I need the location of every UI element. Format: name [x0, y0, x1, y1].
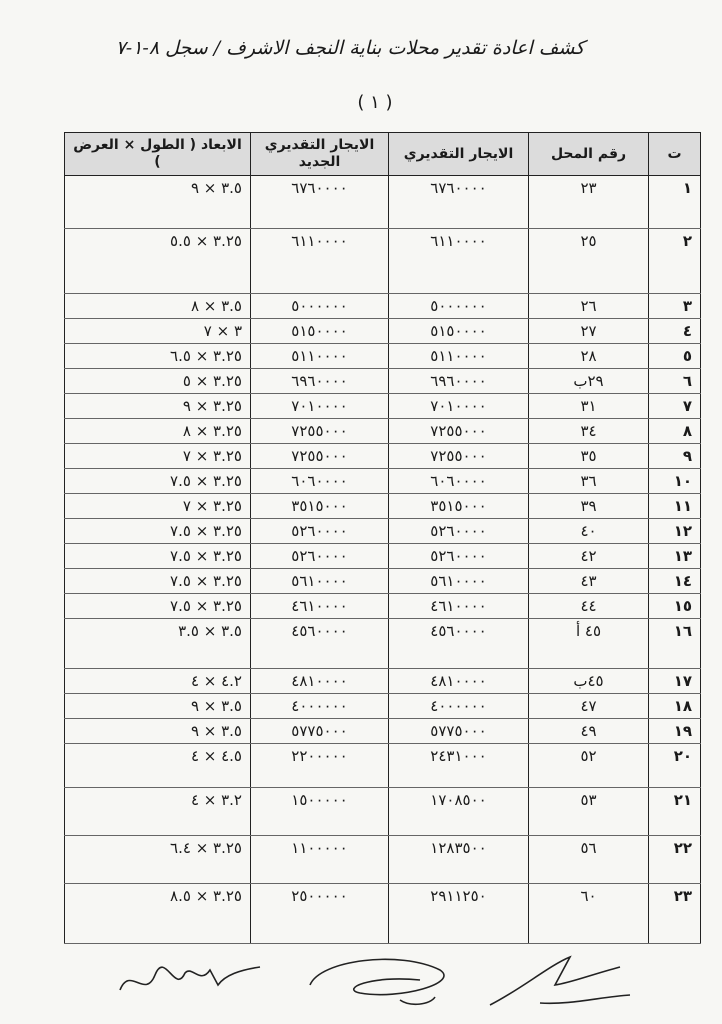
- row-new-estimated-rent: ٥١١٠٠٠٠: [251, 344, 389, 369]
- row-estimated-rent: ٥١١٠٠٠٠: [389, 344, 529, 369]
- row-estimated-rent: ٤٥٦٠٠٠٠: [389, 619, 529, 669]
- table-row: [65, 229, 701, 294]
- table-row: [65, 494, 701, 519]
- row-index: ٨: [649, 419, 701, 444]
- row-index: ٢٢: [649, 836, 701, 884]
- table-row: [65, 519, 701, 544]
- row-index: ١٥: [649, 594, 701, 619]
- row-shop-number: ٤٤: [529, 594, 649, 619]
- row-estimated-rent: ٦٧٦٠٠٠٠: [389, 176, 529, 229]
- row-estimated-rent: ٤٠٠٠٠٠٠: [389, 694, 529, 719]
- row-estimated-rent: ٥٢٦٠٠٠٠: [389, 519, 529, 544]
- table-row: [65, 469, 701, 494]
- row-estimated-rent: ٦٩٦٠٠٠٠: [389, 369, 529, 394]
- row-new-estimated-rent: ٢٥٠٠٠٠٠: [251, 884, 389, 944]
- row-index: ٣: [649, 294, 701, 319]
- row-new-estimated-rent: ٥٢٦٠٠٠٠: [251, 519, 389, 544]
- row-new-estimated-rent: ٢٢٠٠٠٠٠: [251, 744, 389, 788]
- row-index: ١٦: [649, 619, 701, 669]
- page-number: ( ١ ): [357, 92, 393, 113]
- row-index: ١٤: [649, 569, 701, 594]
- row-index: ١٣: [649, 544, 701, 569]
- row-new-estimated-rent: ٦٧٦٠٠٠٠: [251, 176, 389, 229]
- row-shop-number: ٣٤: [529, 419, 649, 444]
- row-dimensions: ٣.٢٥ × ٧.٥: [65, 594, 251, 619]
- row-shop-number: ٣٩: [529, 494, 649, 519]
- row-new-estimated-rent: ٦١١٠٠٠٠: [251, 229, 389, 294]
- row-dimensions: ٣.٢٥ × ٧.٥: [65, 519, 251, 544]
- row-dimensions: ٣.٢٥ × ٧.٥: [65, 569, 251, 594]
- row-dimensions: ٣.٢ × ٤: [65, 788, 251, 836]
- row-index: ٧: [649, 394, 701, 419]
- row-shop-number: ٤٥ أ: [529, 619, 649, 669]
- table-row: [65, 544, 701, 569]
- row-shop-number: ٤٠: [529, 519, 649, 544]
- row-dimensions: ٣.٢٥ × ٧.٥: [65, 544, 251, 569]
- row-dimensions: ٣.٢٥ × ٨.٥: [65, 884, 251, 944]
- row-dimensions: ٣.٢٥ × ٩: [65, 394, 251, 419]
- row-estimated-rent: ٥٠٠٠٠٠٠: [389, 294, 529, 319]
- row-index: ٦: [649, 369, 701, 394]
- row-dimensions: ٣.٢٥ × ٥: [65, 369, 251, 394]
- table-header-row: [65, 133, 701, 176]
- row-shop-number: ٢٦: [529, 294, 649, 319]
- row-estimated-rent: ٧٠١٠٠٠٠: [389, 394, 529, 419]
- row-shop-number: ٤٢: [529, 544, 649, 569]
- row-new-estimated-rent: ٦٠٦٠٠٠٠: [251, 469, 389, 494]
- row-dimensions: ٣.٢٥ × ٧: [65, 444, 251, 469]
- row-index: ٢٠: [649, 744, 701, 788]
- row-index: ٤: [649, 319, 701, 344]
- row-new-estimated-rent: ٥٠٠٠٠٠٠: [251, 294, 389, 319]
- row-index: ٢: [649, 229, 701, 294]
- table-row: [65, 719, 701, 744]
- header-index: ت: [649, 133, 701, 176]
- row-dimensions: ٣.٥ × ٩: [65, 176, 251, 229]
- row-dimensions: ٣.٥ × ٣.٥: [65, 619, 251, 669]
- row-index: ٢٣: [649, 884, 701, 944]
- row-new-estimated-rent: ٧٢٥٥٠٠٠: [251, 444, 389, 469]
- table-row: [65, 419, 701, 444]
- signature-left: [120, 967, 260, 990]
- row-new-estimated-rent: ١١٠٠٠٠٠: [251, 836, 389, 884]
- row-dimensions: ٣.٢٥ × ٥.٥: [65, 229, 251, 294]
- table-row: [65, 319, 701, 344]
- row-new-estimated-rent: ٥٧٧٥٠٠٠: [251, 719, 389, 744]
- row-estimated-rent: ٥٧٧٥٠٠٠: [389, 719, 529, 744]
- row-shop-number: ٤٧: [529, 694, 649, 719]
- table-row: [65, 884, 701, 944]
- header-dimensions: الابعاد ( الطول × العرض ): [65, 133, 251, 176]
- row-index: ١٠: [649, 469, 701, 494]
- row-shop-number: ٥٢: [529, 744, 649, 788]
- row-index: ١١: [649, 494, 701, 519]
- signature-middle: [310, 959, 444, 1004]
- row-new-estimated-rent: ٧٠١٠٠٠٠: [251, 394, 389, 419]
- table-row: [65, 444, 701, 469]
- table-row: [65, 594, 701, 619]
- table-row: [65, 394, 701, 419]
- row-dimensions: ٣.٢٥ × ٧: [65, 494, 251, 519]
- row-estimated-rent: ٥٢٦٠٠٠٠: [389, 544, 529, 569]
- row-shop-number: ٣١: [529, 394, 649, 419]
- row-estimated-rent: ٥١٥٠٠٠٠: [389, 319, 529, 344]
- row-estimated-rent: ٥٦١٠٠٠٠: [389, 569, 529, 594]
- row-shop-number: ٣٥: [529, 444, 649, 469]
- row-index: ١٨: [649, 694, 701, 719]
- row-dimensions: ٣.٢٥ × ٨: [65, 419, 251, 444]
- row-shop-number: ٥٦: [529, 836, 649, 884]
- row-shop-number: ٢٩ب: [529, 369, 649, 394]
- table-row: [65, 669, 701, 694]
- row-estimated-rent: ٦١١٠٠٠٠: [389, 229, 529, 294]
- row-estimated-rent: ٧٢٥٥٠٠٠: [389, 444, 529, 469]
- document-title: كشف اعادة تقدير محلات بناية النجف الاشرف / سجل ٨-١-٧: [115, 37, 585, 59]
- row-shop-number: ٢٣: [529, 176, 649, 229]
- row-dimensions: ٣.٢٥ × ٦.٤: [65, 836, 251, 884]
- row-dimensions: ٤.٢ × ٤: [65, 669, 251, 694]
- row-dimensions: ٣.٢٥ × ٦.٥: [65, 344, 251, 369]
- header-shop-number: رقم المحل: [529, 133, 649, 176]
- row-new-estimated-rent: ٣٥١٥٠٠٠: [251, 494, 389, 519]
- row-estimated-rent: ٢٤٣١٠٠٠: [389, 744, 529, 788]
- rent-table: [64, 132, 701, 944]
- row-shop-number: ٥٣: [529, 788, 649, 836]
- table-row: [65, 369, 701, 394]
- row-estimated-rent: ٤٨١٠٠٠٠: [389, 669, 529, 694]
- row-new-estimated-rent: ٤٨١٠٠٠٠: [251, 669, 389, 694]
- row-shop-number: ٤٣: [529, 569, 649, 594]
- row-shop-number: ٦٠: [529, 884, 649, 944]
- table-row: [65, 619, 701, 669]
- row-index: ١٧: [649, 669, 701, 694]
- table-row: [65, 744, 701, 788]
- row-shop-number: ٢٨: [529, 344, 649, 369]
- row-index: ١٩: [649, 719, 701, 744]
- row-estimated-rent: ١٢٨٣٥٠٠: [389, 836, 529, 884]
- signature-right: [490, 957, 630, 1005]
- row-dimensions: ٣.٥ × ٩: [65, 694, 251, 719]
- row-shop-number: ٢٧: [529, 319, 649, 344]
- row-index: ٥: [649, 344, 701, 369]
- row-estimated-rent: ٢٩١١٢٥٠: [389, 884, 529, 944]
- row-new-estimated-rent: ٥١٥٠٠٠٠: [251, 319, 389, 344]
- table-row: [65, 694, 701, 719]
- row-dimensions: ٣.٢٥ × ٧.٥: [65, 469, 251, 494]
- row-index: ٢١: [649, 788, 701, 836]
- row-dimensions: ٣.٥ × ٩: [65, 719, 251, 744]
- row-dimensions: ٤.٥ × ٤: [65, 744, 251, 788]
- row-new-estimated-rent: ١٥٠٠٠٠٠: [251, 788, 389, 836]
- table-row: [65, 836, 701, 884]
- row-shop-number: ٣٦: [529, 469, 649, 494]
- signatures: [100, 945, 660, 1015]
- row-index: ٩: [649, 444, 701, 469]
- row-estimated-rent: ٦٠٦٠٠٠٠: [389, 469, 529, 494]
- row-index: ١٢: [649, 519, 701, 544]
- row-shop-number: ٤٩: [529, 719, 649, 744]
- row-estimated-rent: ٤٦١٠٠٠٠: [389, 594, 529, 619]
- row-shop-number: ٢٥: [529, 229, 649, 294]
- table-row: [65, 176, 701, 229]
- row-new-estimated-rent: ٤٦١٠٠٠٠: [251, 594, 389, 619]
- row-new-estimated-rent: ٥٢٦٠٠٠٠: [251, 544, 389, 569]
- table-row: [65, 569, 701, 594]
- row-new-estimated-rent: ٥٦١٠٠٠٠: [251, 569, 389, 594]
- table-row: [65, 344, 701, 369]
- row-shop-number: ٤٥ب: [529, 669, 649, 694]
- row-new-estimated-rent: ٤٠٠٠٠٠٠: [251, 694, 389, 719]
- row-index: ١: [649, 176, 701, 229]
- row-dimensions: ٣ × ٧: [65, 319, 251, 344]
- row-dimensions: ٣.٥ × ٨: [65, 294, 251, 319]
- header-new-estimated-rent: الايجار التقديري الجديد: [251, 133, 389, 176]
- header-estimated-rent: الايجار التقديري: [389, 133, 529, 176]
- row-estimated-rent: ١٧٠٨٥٠٠: [389, 788, 529, 836]
- table-row: [65, 788, 701, 836]
- row-new-estimated-rent: ٦٩٦٠٠٠٠: [251, 369, 389, 394]
- row-new-estimated-rent: ٧٢٥٥٠٠٠: [251, 419, 389, 444]
- row-new-estimated-rent: ٤٥٦٠٠٠٠: [251, 619, 389, 669]
- row-estimated-rent: ٧٢٥٥٠٠٠: [389, 419, 529, 444]
- table-row: [65, 294, 701, 319]
- row-estimated-rent: ٣٥١٥٠٠٠: [389, 494, 529, 519]
